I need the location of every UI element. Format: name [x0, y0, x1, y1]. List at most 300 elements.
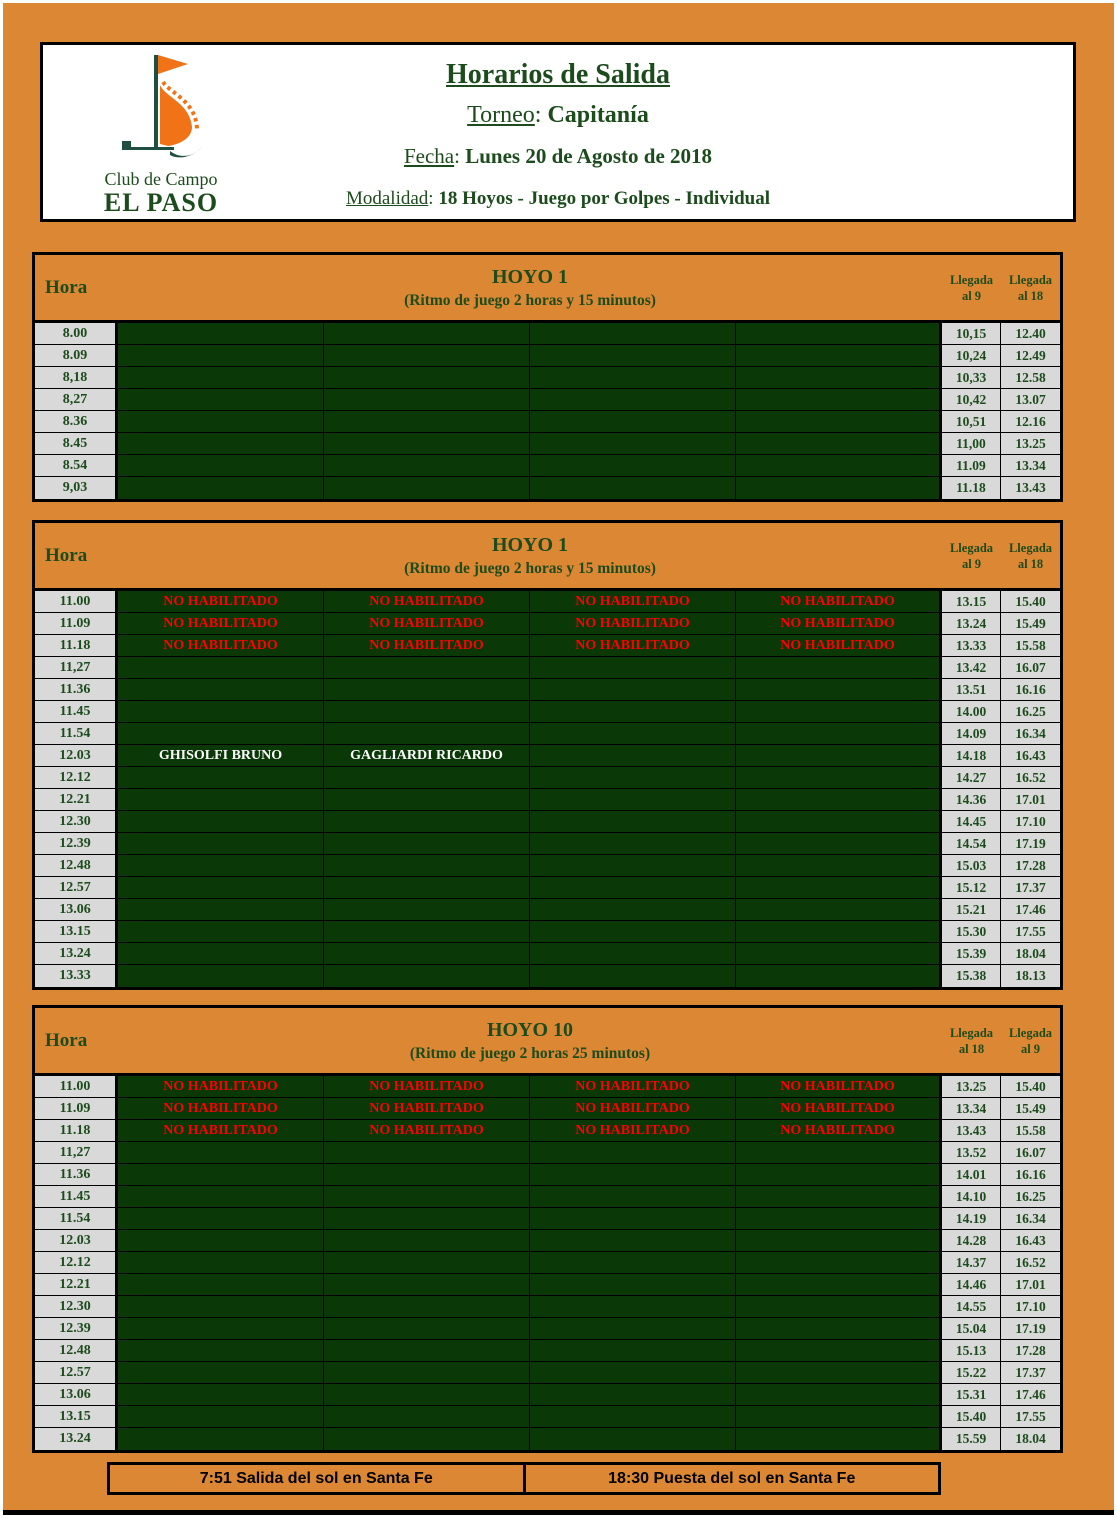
empty-player-cell — [736, 833, 942, 855]
empty-player-cell — [736, 657, 942, 679]
arrival-column-header — [1001, 255, 1060, 320]
arrival-time-cell: 14.00 — [942, 701, 1001, 723]
tee-time-cell: 11.09 — [35, 613, 118, 635]
tee-time-cell: 13.06 — [35, 1384, 118, 1406]
arrival-time-cell: 15.22 — [942, 1362, 1001, 1384]
tee-time-cell: 12.03 — [35, 745, 118, 767]
arrival-time-cell: 14.36 — [942, 789, 1001, 811]
schedule-row — [35, 1274, 1060, 1296]
empty-player-cell — [324, 965, 530, 987]
arrival-time-cell: 16.52 — [1001, 767, 1060, 789]
empty-player-cell — [530, 367, 736, 389]
arrival-time-cell: 15.49 — [1001, 1098, 1060, 1120]
empty-player-cell — [530, 433, 736, 455]
arrival-time-cell: 15.59 — [942, 1428, 1001, 1450]
empty-player-cell — [736, 433, 942, 455]
player-name-cell: GHISOLFI BRUNO — [118, 745, 324, 767]
empty-player-cell — [118, 811, 324, 833]
arrival-time-cell: 18.04 — [1001, 1428, 1060, 1450]
arrival-header-line: Llegada — [1008, 1025, 1053, 1040]
empty-player-cell — [530, 723, 736, 745]
arrival-time-cell: 11.18 — [942, 477, 1001, 499]
empty-player-cell — [324, 1274, 530, 1296]
empty-player-cell — [324, 657, 530, 679]
schedule-row — [35, 433, 1060, 455]
arrival-header-line: Llegada — [949, 272, 994, 287]
empty-player-cell — [530, 877, 736, 899]
empty-player-cell — [530, 899, 736, 921]
arrival-header-line: al 18 — [1017, 556, 1044, 571]
empty-player-cell — [118, 1340, 324, 1362]
empty-player-cell — [736, 323, 942, 345]
empty-player-cell — [118, 877, 324, 899]
arrival-time-cell: 15.40 — [1001, 1076, 1060, 1098]
empty-player-cell — [118, 1252, 324, 1274]
empty-player-cell — [530, 323, 736, 345]
empty-player-cell — [530, 767, 736, 789]
empty-player-cell — [118, 723, 324, 745]
tee-time-cell: 11.45 — [35, 701, 118, 723]
empty-player-cell — [736, 899, 942, 921]
tee-time-cell: 8.45 — [35, 433, 118, 455]
schedule-row — [35, 657, 1060, 679]
empty-player-cell — [324, 345, 530, 367]
arrival-time-cell: 12.58 — [1001, 367, 1060, 389]
arrival-time-cell: 13.15 — [942, 591, 1001, 613]
tee-time-cell: 13.15 — [35, 1406, 118, 1428]
schedule-row — [35, 455, 1060, 477]
arrival-time-cell: 15.49 — [1001, 613, 1060, 635]
empty-player-cell — [736, 1252, 942, 1274]
schedule-row — [35, 877, 1060, 899]
arrival-time-cell: 16.07 — [1001, 657, 1060, 679]
tee-time-cell: 11.18 — [35, 1120, 118, 1142]
empty-player-cell — [118, 1296, 324, 1318]
arrival-time-cell: 13.42 — [942, 657, 1001, 679]
tee-time-cell: 11.09 — [35, 1098, 118, 1120]
empty-player-cell — [736, 921, 942, 943]
empty-player-cell — [736, 745, 942, 767]
arrival-time-cell: 17.46 — [1001, 1384, 1060, 1406]
tee-time-cell: 12.12 — [35, 1252, 118, 1274]
empty-player-cell — [324, 455, 530, 477]
empty-player-cell — [118, 855, 324, 877]
hora-column-header: Hora — [45, 544, 88, 566]
schedule-table-hoyo1-morning — [32, 252, 1063, 502]
arrival-time-cell: 13.25 — [1001, 433, 1060, 455]
arrival-header-line: al 18 — [958, 1041, 985, 1056]
not-enabled-cell: NO HABILITADO — [736, 1098, 942, 1120]
modalidad-line — [346, 177, 770, 221]
arrival-header-line: Llegada — [949, 1025, 994, 1040]
empty-player-cell — [530, 1318, 736, 1340]
tee-time-cell: 11.36 — [35, 679, 118, 701]
not-enabled-cell: NO HABILITADO — [736, 635, 942, 657]
schedule-row — [35, 1362, 1060, 1384]
empty-player-cell — [324, 1186, 530, 1208]
arrival-time-cell: 17.28 — [1001, 1340, 1060, 1362]
arrival-column-header — [1001, 523, 1060, 588]
schedule-row — [35, 1384, 1060, 1406]
schedule-table-hoyo10 — [32, 1005, 1063, 1453]
schedule-row — [35, 767, 1060, 789]
arrival-column-header — [942, 523, 1001, 588]
schedule-row — [35, 1296, 1060, 1318]
tee-time-cell: 9,03 — [35, 477, 118, 499]
arrival-time-cell: 14.19 — [942, 1208, 1001, 1230]
torneo-line — [467, 95, 649, 136]
empty-player-cell — [118, 433, 324, 455]
empty-player-cell — [324, 411, 530, 433]
tee-time-cell: 8.36 — [35, 411, 118, 433]
empty-player-cell — [118, 477, 324, 499]
table-title-block — [118, 523, 942, 588]
schedule-row — [35, 411, 1060, 433]
hora-column-header: Hora — [45, 1029, 88, 1051]
table-title: HOYO 1 — [491, 265, 569, 288]
arrival-time-cell: 10,24 — [942, 345, 1001, 367]
empty-player-cell — [118, 1164, 324, 1186]
table-subtitle: (Ritmo de juego 2 horas y 15 minutos) — [404, 559, 656, 577]
arrival-time-cell: 15.58 — [1001, 1120, 1060, 1142]
empty-player-cell — [736, 943, 942, 965]
arrival-header-line: al 9 — [1020, 1041, 1041, 1056]
table-subtitle: (Ritmo de juego 2 horas 25 minutos) — [409, 1044, 651, 1062]
tee-time-cell: 11.36 — [35, 1164, 118, 1186]
empty-player-cell — [324, 921, 530, 943]
not-enabled-cell: NO HABILITADO — [736, 591, 942, 613]
arrival-time-cell: 13.34 — [942, 1098, 1001, 1120]
not-enabled-cell: NO HABILITADO — [530, 1120, 736, 1142]
empty-player-cell — [324, 1142, 530, 1164]
arrival-time-cell: 17.55 — [1001, 1406, 1060, 1428]
empty-player-cell — [736, 1340, 942, 1362]
arrival-time-cell: 14.54 — [942, 833, 1001, 855]
not-enabled-cell: NO HABILITADO — [324, 1120, 530, 1142]
header-box — [40, 42, 1076, 222]
empty-player-cell — [118, 921, 324, 943]
arrival-time-cell: 17.19 — [1001, 1318, 1060, 1340]
table-title: HOYO 1 — [491, 533, 569, 556]
empty-player-cell — [324, 943, 530, 965]
arrival-time-cell: 17.10 — [1001, 1296, 1060, 1318]
schedule-row — [35, 1340, 1060, 1362]
empty-player-cell — [736, 811, 942, 833]
schedule-sheet — [3, 3, 1114, 1515]
arrival-time-cell: 12.16 — [1001, 411, 1060, 433]
empty-player-cell — [324, 1252, 530, 1274]
empty-player-cell — [530, 477, 736, 499]
arrival-time-cell: 17.10 — [1001, 811, 1060, 833]
arrival-time-cell: 13.52 — [942, 1142, 1001, 1164]
fecha-value: Lunes 20 de Agosto de 2018 — [465, 144, 713, 168]
arrival-time-cell: 12.49 — [1001, 345, 1060, 367]
arrival-time-cell: 13.43 — [1001, 477, 1060, 499]
arrival-time-cell: 16.43 — [1001, 1230, 1060, 1252]
arrival-time-cell: 16.34 — [1001, 723, 1060, 745]
arrival-time-cell: 18.04 — [1001, 943, 1060, 965]
empty-player-cell — [324, 789, 530, 811]
schedule-row — [35, 613, 1060, 635]
empty-player-cell — [324, 899, 530, 921]
empty-player-cell — [324, 1318, 530, 1340]
empty-player-cell — [118, 701, 324, 723]
empty-player-cell — [736, 1142, 942, 1164]
tee-time-cell: 12.57 — [35, 877, 118, 899]
arrival-time-cell: 14.10 — [942, 1186, 1001, 1208]
empty-player-cell — [530, 1186, 736, 1208]
empty-player-cell — [324, 855, 530, 877]
tee-time-cell: 8,27 — [35, 389, 118, 411]
not-enabled-cell: NO HABILITADO — [118, 1098, 324, 1120]
empty-player-cell — [324, 1406, 530, 1428]
not-enabled-cell: NO HABILITADO — [736, 1120, 942, 1142]
arrival-time-cell: 17.01 — [1001, 1274, 1060, 1296]
arrival-time-cell: 13.43 — [942, 1120, 1001, 1142]
arrival-time-cell: 14.27 — [942, 767, 1001, 789]
arrival-time-cell: 17.28 — [1001, 855, 1060, 877]
logo-club-title: EL PASO — [103, 188, 219, 217]
empty-player-cell — [118, 833, 324, 855]
not-enabled-cell: NO HABILITADO — [736, 1076, 942, 1098]
arrival-column-header — [942, 1008, 1001, 1073]
arrival-header-line: Llegada — [1008, 272, 1053, 287]
empty-player-cell — [530, 833, 736, 855]
tee-time-cell: 13.15 — [35, 921, 118, 943]
tee-time-cell: 11.45 — [35, 1186, 118, 1208]
empty-player-cell — [324, 1428, 530, 1450]
empty-player-cell — [530, 1164, 736, 1186]
table-header — [35, 523, 1060, 591]
arrival-time-cell: 10,15 — [942, 323, 1001, 345]
arrival-time-cell: 13.24 — [942, 613, 1001, 635]
tee-time-cell: 8.09 — [35, 345, 118, 367]
schedule-row — [35, 1164, 1060, 1186]
sunset-cell: 18:30 Puesta del sol en Santa Fe — [608, 1469, 856, 1487]
arrival-time-cell: 18.13 — [1001, 965, 1060, 987]
table-header — [35, 1008, 1060, 1076]
empty-player-cell — [118, 1318, 324, 1340]
arrival-time-cell: 14.28 — [942, 1230, 1001, 1252]
empty-player-cell — [118, 943, 324, 965]
empty-player-cell — [530, 1340, 736, 1362]
not-enabled-cell: NO HABILITADO — [530, 613, 736, 635]
arrival-header-line: al 18 — [1017, 288, 1044, 303]
not-enabled-cell: NO HABILITADO — [530, 591, 736, 613]
schedule-row — [35, 1208, 1060, 1230]
tee-time-cell: 11,27 — [35, 657, 118, 679]
empty-player-cell — [118, 899, 324, 921]
arrival-time-cell: 16.25 — [1001, 701, 1060, 723]
torneo-label: Torneo — [467, 102, 535, 128]
arrival-time-cell: 13.07 — [1001, 389, 1060, 411]
schedule-row — [35, 591, 1060, 613]
empty-player-cell — [530, 745, 736, 767]
arrival-time-cell: 15.31 — [942, 1384, 1001, 1406]
empty-player-cell — [736, 455, 942, 477]
schedule-row — [35, 323, 1060, 345]
empty-player-cell — [736, 1406, 942, 1428]
tee-time-cell: 12.48 — [35, 855, 118, 877]
not-enabled-cell: NO HABILITADO — [530, 1076, 736, 1098]
tee-time-cell: 11.54 — [35, 723, 118, 745]
tee-time-cell: 11.00 — [35, 1076, 118, 1098]
empty-player-cell — [736, 1208, 942, 1230]
tee-time-cell: 8,18 — [35, 367, 118, 389]
schedule-row — [35, 855, 1060, 877]
empty-player-cell — [118, 1428, 324, 1450]
empty-player-cell — [736, 477, 942, 499]
empty-player-cell — [324, 477, 530, 499]
arrival-time-cell: 13.51 — [942, 679, 1001, 701]
tee-time-cell: 11.54 — [35, 1208, 118, 1230]
arrival-time-cell: 17.19 — [1001, 833, 1060, 855]
torneo-sep: : — [534, 102, 548, 128]
sun-times-bar — [107, 1462, 941, 1495]
empty-player-cell — [118, 1384, 324, 1406]
not-enabled-cell: NO HABILITADO — [118, 613, 324, 635]
arrival-time-cell: 15.40 — [942, 1406, 1001, 1428]
empty-player-cell — [530, 455, 736, 477]
arrival-column-header — [1001, 1008, 1060, 1073]
table-title-block — [118, 255, 942, 320]
tee-time-cell: 12.12 — [35, 767, 118, 789]
arrival-time-cell: 17.37 — [1001, 877, 1060, 899]
not-enabled-cell: NO HABILITADO — [324, 1076, 530, 1098]
empty-player-cell — [118, 1274, 324, 1296]
not-enabled-cell: NO HABILITADO — [324, 613, 530, 635]
arrival-time-cell: 16.52 — [1001, 1252, 1060, 1274]
player-name-cell: GAGLIARDI RICARDO — [324, 745, 530, 767]
not-enabled-cell: NO HABILITADO — [324, 635, 530, 657]
table-header — [35, 255, 1060, 323]
not-enabled-cell: NO HABILITADO — [530, 1098, 736, 1120]
page-title: Horarios de Salida — [445, 59, 670, 90]
schedule-row — [35, 723, 1060, 745]
tee-time-cell: 12.39 — [35, 1318, 118, 1340]
tee-time-cell: 13.24 — [35, 943, 118, 965]
schedule-row — [35, 965, 1060, 987]
not-enabled-cell: NO HABILITADO — [118, 635, 324, 657]
arrival-time-cell: 15.12 — [942, 877, 1001, 899]
schedule-row — [35, 345, 1060, 367]
arrival-time-cell: 15.30 — [942, 921, 1001, 943]
empty-player-cell — [530, 1362, 736, 1384]
torneo-value: Capitanía — [547, 102, 649, 128]
empty-player-cell — [530, 1428, 736, 1450]
arrival-time-cell: 16.34 — [1001, 1208, 1060, 1230]
empty-player-cell — [324, 701, 530, 723]
empty-player-cell — [324, 767, 530, 789]
schedule-row — [35, 1428, 1060, 1450]
arrival-time-cell: 15.03 — [942, 855, 1001, 877]
arrival-time-cell: 15.13 — [942, 1340, 1001, 1362]
empty-player-cell — [530, 811, 736, 833]
arrival-time-cell: 17.37 — [1001, 1362, 1060, 1384]
arrival-time-cell: 13.33 — [942, 635, 1001, 657]
empty-player-cell — [530, 1142, 736, 1164]
empty-player-cell — [118, 1186, 324, 1208]
empty-player-cell — [324, 679, 530, 701]
tee-time-cell: 12.48 — [35, 1340, 118, 1362]
arrival-time-cell: 10,42 — [942, 389, 1001, 411]
empty-player-cell — [736, 965, 942, 987]
schedule-row — [35, 1252, 1060, 1274]
empty-player-cell — [324, 1296, 530, 1318]
arrival-time-cell: 14.55 — [942, 1296, 1001, 1318]
tee-time-cell: 12.03 — [35, 1230, 118, 1252]
not-enabled-cell: NO HABILITADO — [118, 591, 324, 613]
empty-player-cell — [736, 1384, 942, 1406]
modalidad-label: Modalidad — [345, 188, 429, 209]
empty-player-cell — [118, 345, 324, 367]
empty-player-cell — [736, 789, 942, 811]
empty-player-cell — [736, 1362, 942, 1384]
empty-player-cell — [118, 767, 324, 789]
arrival-time-cell: 16.16 — [1001, 679, 1060, 701]
empty-player-cell — [736, 855, 942, 877]
arrival-time-cell: 14.01 — [942, 1164, 1001, 1186]
modalidad-value: 18 Hoyos - Juego por Golpes - Individual — [438, 188, 771, 209]
fecha-line — [404, 136, 712, 177]
empty-player-cell — [530, 855, 736, 877]
empty-player-cell — [530, 679, 736, 701]
empty-player-cell — [736, 1296, 942, 1318]
arrival-header-line: Llegada — [1008, 540, 1053, 555]
empty-player-cell — [530, 411, 736, 433]
arrival-time-cell: 15.04 — [942, 1318, 1001, 1340]
empty-player-cell — [118, 389, 324, 411]
arrival-time-cell: 17.01 — [1001, 789, 1060, 811]
arrival-time-cell: 14.37 — [942, 1252, 1001, 1274]
arrival-time-cell: 15.21 — [942, 899, 1001, 921]
arrival-time-cell: 15.58 — [1001, 635, 1060, 657]
empty-player-cell — [118, 1406, 324, 1428]
tee-time-cell: 12.30 — [35, 1296, 118, 1318]
schedule-row — [35, 477, 1060, 499]
empty-player-cell — [530, 789, 736, 811]
empty-player-cell — [324, 389, 530, 411]
empty-player-cell — [736, 679, 942, 701]
sunrise-cell: 7:51 Salida del sol en Santa Fe — [110, 1465, 526, 1492]
not-enabled-cell: NO HABILITADO — [324, 1098, 530, 1120]
arrival-time-cell: 14.45 — [942, 811, 1001, 833]
modalidad-sep: : — [428, 188, 439, 209]
empty-player-cell — [118, 1230, 324, 1252]
empty-player-cell — [118, 1362, 324, 1384]
schedule-row — [35, 833, 1060, 855]
arrival-time-cell: 11,00 — [942, 433, 1001, 455]
empty-player-cell — [324, 1384, 530, 1406]
arrival-time-cell: 17.55 — [1001, 921, 1060, 943]
schedule-row — [35, 679, 1060, 701]
empty-player-cell — [736, 1164, 942, 1186]
schedule-row — [35, 811, 1060, 833]
table-body — [35, 323, 1060, 499]
tee-time-cell: 13.33 — [35, 965, 118, 987]
table-subtitle: (Ritmo de juego 2 horas y 15 minutos) — [404, 291, 656, 309]
empty-player-cell — [324, 833, 530, 855]
empty-player-cell — [530, 389, 736, 411]
empty-player-cell — [736, 1274, 942, 1296]
empty-player-cell — [118, 789, 324, 811]
empty-player-cell — [736, 1230, 942, 1252]
table-body — [35, 591, 1060, 987]
schedule-row — [35, 943, 1060, 965]
arrival-header-line: al 9 — [961, 556, 982, 571]
not-enabled-cell: NO HABILITADO — [324, 591, 530, 613]
tee-time-cell: 12.21 — [35, 1274, 118, 1296]
